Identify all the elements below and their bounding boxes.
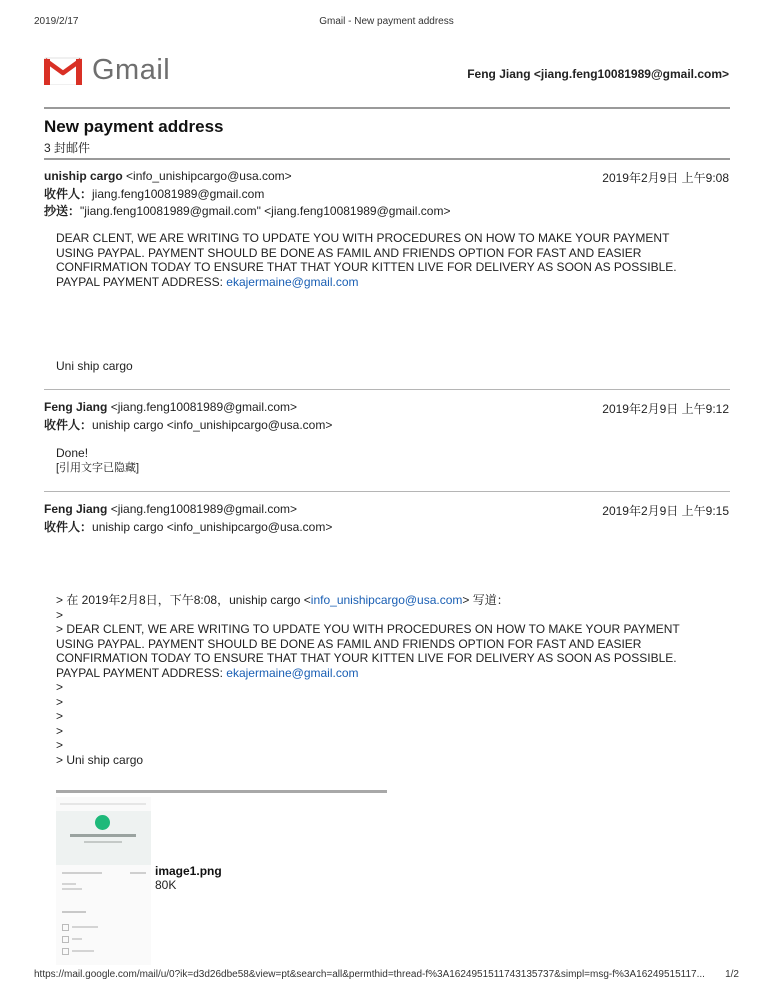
page-url: https://mail.google.com/mail/u/0?ik=d3d26dbe58&view=pt&search=all&permthid=thread-f%3A1624951511743135737&simpl=msg-f%3A16249515117... — [34, 969, 705, 980]
message-1-signature: Uni ship cargo — [56, 359, 133, 373]
thumb-line — [70, 834, 136, 837]
quote-paypal-email-link[interactable]: ekajermaine@gmail.com — [226, 665, 359, 680]
thumb-line — [72, 950, 94, 952]
quote-line: > DEAR CLENT, WE ARE WRITING TO UPDATE YOU WITH PROCEDURES ON HOW TO MAKE YOUR PAYMENT — [56, 622, 680, 636]
message-3-recipient — [44, 518, 332, 535]
quote-intro — [56, 593, 680, 608]
to-value: uniship cargo <info_unishipcargo@usa.com> — [92, 418, 333, 432]
quote-signature: > Uni ship cargo — [56, 752, 144, 767]
gmail-m-icon — [44, 56, 82, 85]
cc-label: 抄送： — [44, 204, 81, 218]
sender-name: Feng Jiang — [44, 502, 108, 516]
body-line: DEAR CLENT, WE ARE WRITING TO UPDATE YOU WITH PROCEDURES ON HOW TO MAKE YOUR PAYMENT — [56, 231, 670, 245]
to-value: jiang.feng10081989@gmail.com — [92, 187, 265, 201]
to-label: 收件人： — [44, 187, 93, 201]
message-1-date: 2019年2月9日 上午9:08 — [602, 171, 729, 185]
message-2-body: Done! — [56, 446, 89, 460]
message-1-cc — [44, 202, 450, 219]
thumb-line — [72, 926, 98, 928]
message-1-sender — [44, 169, 292, 183]
header-divider — [44, 107, 730, 109]
quote-intro-prefix: > 在 2019年2月8日，下午8:08，uniship cargo < — [56, 593, 311, 607]
quote-line: CONFIRMATION TODAY TO ENSURE THAT THAT YOUR KITTEN LIVE FOR DELIVERY AS SOON AS POSSIBLE. — [56, 651, 677, 665]
message-count: 3 封邮件 — [44, 141, 91, 155]
page-number: 1/2 — [725, 969, 739, 980]
attachment-name[interactable]: image1.png — [155, 864, 222, 878]
print-date: 2019/2/17 — [34, 16, 79, 27]
thumb-line — [62, 911, 86, 913]
show-quoted-text[interactable]: [引用文字已隐藏] — [56, 462, 140, 474]
paypal-label: PAYPAL PAYMENT ADDRESS: — [56, 274, 227, 289]
thumb-line — [130, 872, 146, 874]
paypal-line — [56, 275, 677, 290]
quote-marker: > — [56, 738, 64, 752]
thumb-icon — [62, 936, 69, 943]
body-line: CONFIRMATION TODAY TO ENSURE THAT THAT YOUR KITTEN LIVE FOR DELIVERY AS SOON AS POSSIBLE. — [56, 260, 677, 274]
sender-name: Feng Jiang — [44, 400, 108, 414]
thumb-line — [72, 938, 82, 940]
message-3-quoted-body — [56, 593, 680, 767]
message-1-recipient — [44, 185, 264, 202]
quote-marker: > — [56, 709, 64, 723]
message-3-sender — [44, 502, 297, 516]
message-divider — [44, 491, 730, 492]
message-divider — [44, 158, 730, 160]
sender-email: <jiang.feng10081989@gmail.com> — [110, 400, 297, 414]
message-3-date: 2019年2月9日 上午9:15 — [602, 504, 729, 518]
thumb-statusbar — [60, 803, 146, 805]
message-divider — [44, 389, 730, 390]
thumb-line — [84, 841, 122, 843]
body-line: USING PAYPAL. PAYMENT SHOULD BE DONE AS FAMIL AND FRIENDS OPTION FOR FAST AND EASIER — [56, 245, 642, 260]
sender-email: <jiang.feng10081989@gmail.com> — [110, 502, 297, 516]
thread-subject: New payment address — [44, 117, 224, 136]
quote-paypal-label: PAYPAL PAYMENT ADDRESS: — [56, 665, 227, 680]
attachment-divider — [56, 790, 387, 793]
to-label: 收件人： — [44, 520, 93, 534]
check-circle-icon — [95, 815, 110, 830]
quote-marker: > — [56, 607, 64, 622]
paypal-email-link[interactable]: ekajermaine@gmail.com — [226, 274, 359, 289]
attachment-size: 80K — [155, 878, 177, 892]
to-value: uniship cargo <info_unishipcargo@usa.com> — [92, 520, 333, 534]
quote-marker: > — [56, 680, 64, 694]
gmail-wordmark: Gmail — [92, 54, 171, 86]
cc-value: "jiang.feng10081989@gmail.com" <jiang.feng10081989@gmail.com> — [80, 204, 451, 218]
quote-sender-email-link[interactable]: info_unishipcargo@usa.com — [310, 593, 463, 607]
quote-marker: > — [56, 723, 64, 738]
thumb-line — [62, 883, 76, 885]
message-1-body — [56, 231, 677, 289]
to-label: 收件人： — [44, 418, 93, 432]
thumb-icon — [62, 948, 69, 955]
sender-email: <info_unishipcargo@usa.com> — [126, 169, 292, 183]
thumb-line — [62, 872, 102, 874]
gmail-logo — [44, 54, 170, 87]
thumb-line — [62, 888, 82, 890]
sender-name: uniship cargo — [44, 169, 123, 183]
quote-paypal-line — [56, 666, 680, 681]
message-2-date: 2019年2月9日 上午9:12 — [602, 402, 729, 416]
quote-marker: > — [56, 694, 64, 709]
quote-intro-suffix: > 写道： — [462, 593, 509, 607]
thumb-icon — [62, 924, 69, 931]
attachment-thumbnail[interactable] — [56, 797, 151, 965]
message-2-recipient — [44, 416, 332, 433]
quote-line: USING PAYPAL. PAYMENT SHOULD BE DONE AS FAMIL AND FRIENDS OPTION FOR FAST AND EASIER — [56, 636, 642, 651]
print-title: Gmail - New payment address — [319, 16, 454, 27]
message-2-sender — [44, 400, 297, 414]
account-email: Feng Jiang <jiang.feng10081989@gmail.com> — [467, 67, 729, 81]
